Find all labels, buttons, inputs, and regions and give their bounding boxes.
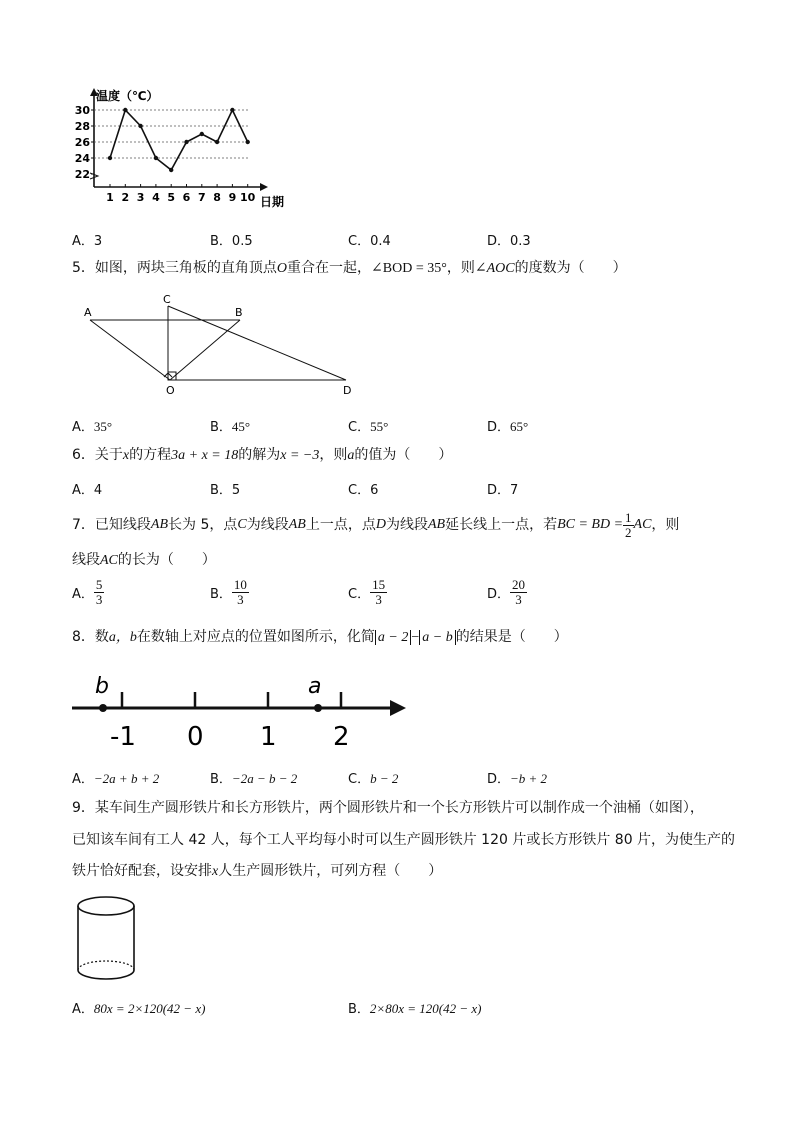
q5-stem: 5．如图，两块三角板的直角顶点O重合在一起，∠BOD = 35°，则∠AOC的度数为（ ） <box>72 260 627 276</box>
q9-stem-line2: 已知该车间有工人 42 人，每个工人平均每小时可以生产圆形铁片 120 片或长方形铁片 80 片，为使生产的 <box>72 832 736 848</box>
x-tick-label: 5 <box>167 191 176 204</box>
y-tick-label: 22 <box>74 168 90 181</box>
temperature-chart <box>72 82 302 212</box>
x-tick-label: 2 <box>121 191 130 204</box>
q6-option-b[interactable]: B．5 <box>210 483 241 498</box>
q8-option-c[interactable]: C．b − 2 <box>348 771 399 787</box>
x-tick-label: 8 <box>213 191 221 204</box>
tick-label-1: 1 <box>260 722 277 752</box>
x-tick-label: 4 <box>152 191 160 204</box>
q7-stem-line1: 7． 已知线段 AB 长为 5，点 C 为线段 AB 上一点，点 D 为线段 AB 延长线上一点，若 BC = BD = $\frac{1}{2}$ AC ，则 <box>72 509 680 540</box>
half-fraction: $\frac{1}{2}$ <box>625 509 632 540</box>
y-tick-label: 30 <box>74 104 90 117</box>
q7-option-b[interactable]: B． $\frac{10}{3}$ <box>210 577 247 607</box>
q9-stem-line1: 9．某车间生产圆形铁片和长方形铁片，两个圆形铁片和一个长方形铁片可以制作成一个油桶（如图）， <box>72 800 704 816</box>
x-axis-arrow <box>260 183 268 191</box>
label-b: B <box>235 306 243 319</box>
q5-option-b[interactable]: B．45° <box>210 419 251 435</box>
x-tick-label: 7 <box>197 191 206 204</box>
q8-option-a[interactable]: A．−2a + b + 2 <box>72 771 160 787</box>
q6-stem: 6．关于x的方程3a + x = 18的解为x = −3，则a的值为（ ） <box>72 447 453 463</box>
data-point <box>215 140 219 144</box>
q9-option-b[interactable]: B．2×80x = 120(42 − x) <box>348 1001 482 1017</box>
data-point <box>184 140 188 144</box>
q9-stem-line3: 铁片恰好配套，设安排x人生产圆形铁片，可列方程（ ） <box>72 863 443 879</box>
q8-option-b[interactable]: B．−2a − b − 2 <box>210 771 298 787</box>
q7-option-c[interactable]: C． $\frac{15}{3}$ <box>348 577 386 607</box>
label-a: A <box>84 306 92 319</box>
q4-option-d[interactable]: D．0.3 <box>487 234 531 249</box>
data-point <box>246 140 250 144</box>
q5-option-d[interactable]: D．65° <box>487 419 529 435</box>
x-tick-label: 1 <box>106 191 114 204</box>
x-tick-label: 10 <box>240 191 256 204</box>
data-point <box>169 168 173 172</box>
q4-option-a[interactable]: A．3 <box>72 234 103 249</box>
label-c: C <box>163 293 171 306</box>
q6-option-a[interactable]: A．4 <box>72 483 103 498</box>
tick-label-2: 2 <box>333 722 350 752</box>
q7-option-a[interactable]: A． $\frac{5}{3}$ <box>72 577 103 607</box>
point-b-label: b <box>95 674 109 699</box>
tick-label-neg1: -1 <box>110 722 136 752</box>
triangle-diagram <box>78 290 368 400</box>
chart-ylabel: 温度（℃） <box>96 89 159 103</box>
q9-option-a[interactable]: A．80x = 2×120(42 − x) <box>72 1001 206 1017</box>
oil-barrel-figure <box>74 892 140 986</box>
q4-option-b[interactable]: B．0.5 <box>210 234 253 249</box>
q4-option-c[interactable]: C．0.4 <box>348 234 391 249</box>
q6-option-c[interactable]: C．6 <box>348 483 379 498</box>
point-a-label: a <box>308 674 322 699</box>
label-d: D <box>343 384 352 397</box>
y-tick-label: 28 <box>74 120 90 133</box>
q5-option-c[interactable]: C．55° <box>348 419 389 435</box>
q5-option-a[interactable]: A．35° <box>72 419 113 435</box>
number-line <box>68 668 413 753</box>
q7-stem-line2: 线段AC的长为（ ） <box>72 552 216 568</box>
data-point <box>154 156 158 160</box>
temperature-line <box>110 110 248 170</box>
x-tick-label: 3 <box>136 191 145 204</box>
data-point <box>138 124 142 128</box>
q6-option-d[interactable]: D．7 <box>487 483 519 498</box>
data-point <box>200 132 204 136</box>
tick-label-0: 0 <box>187 722 204 752</box>
q7-option-d[interactable]: D． $\frac{20}{3}$ <box>487 577 526 607</box>
label-o: O <box>166 384 175 397</box>
y-tick-label: 24 <box>74 152 90 165</box>
data-point <box>230 108 234 112</box>
q8-stem: 8．数a，b在数轴上对应点的位置如图所示，化简 a − 2 − a − b 的结果是（ ） <box>72 629 568 645</box>
chart-xlabel: 日期 <box>260 195 285 209</box>
data-point <box>108 156 112 160</box>
y-tick-label: 26 <box>74 136 90 149</box>
q8-option-d[interactable]: D．−b + 2 <box>487 771 548 787</box>
x-tick-label: 9 <box>228 191 237 204</box>
x-tick-label: 6 <box>182 191 191 204</box>
data-point <box>123 108 127 112</box>
